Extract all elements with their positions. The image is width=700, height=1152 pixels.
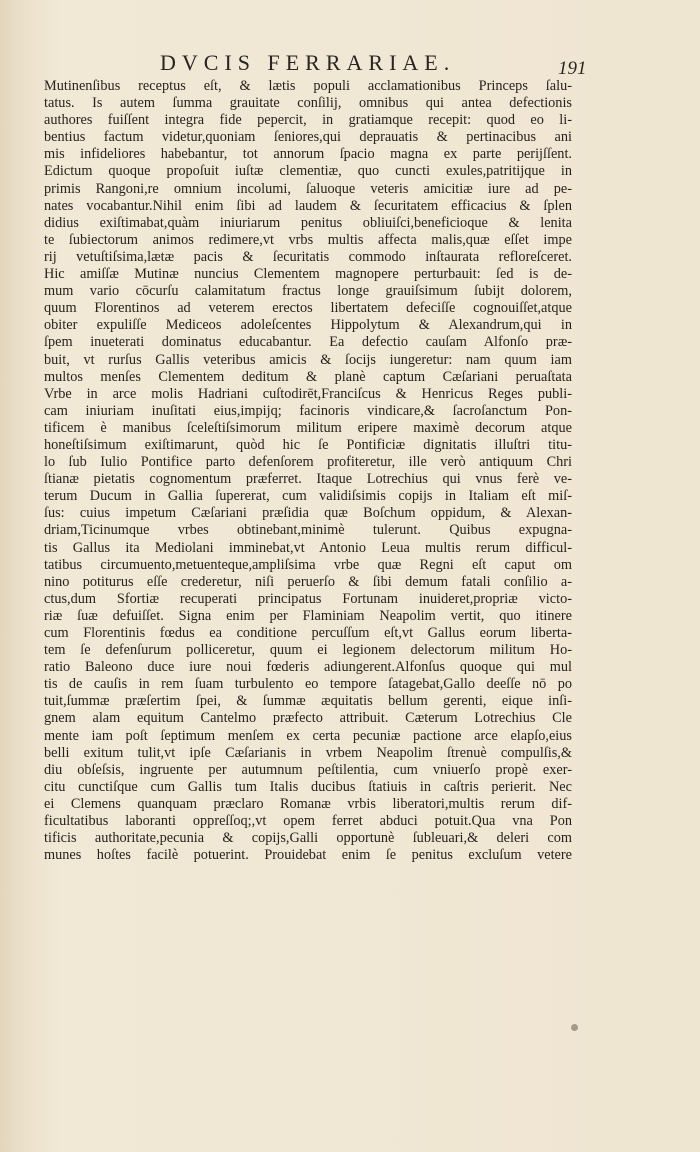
text-line: te ſubiectorum animos redimere,vt vrbs multis affecta malis,quæ eſſet impe bbox=[44, 231, 572, 248]
text-line: tis de cauſis in rem ſuam turbulento eo tempore ſatagebat,Gallo deeſſe nō po bbox=[44, 676, 572, 693]
body-text bbox=[44, 78, 572, 864]
text-line: ratio Baleono duce iure noui fœderis adiungerent.Alfonſus quoque qui mul bbox=[44, 659, 572, 676]
text-line: ſus: cuius impetum Cæſariani præſidia quæ Boſchum oppidum, & Alexan- bbox=[44, 505, 572, 522]
text-line: tuit,ſummæ præſertim ſpei, & ſummæ æquitatis bellum gerenti, eique inſi- bbox=[44, 693, 572, 710]
text-line: driam,Ticinumque vrbes obtinebant,minimè tulerunt. Quibus expugna- bbox=[44, 522, 572, 539]
text-line: nino potiturus eſſe crederetur, niſi peruerſo & ſibi demum fatali conſilio a- bbox=[44, 573, 572, 590]
text-line: nates vocabantur.Nihil enim ſibi ad laudem & ſecuritatem efficacius & ſplen bbox=[44, 197, 572, 214]
text-line: quum Florentinos ad veterem erectos libertatem defeciſſe cognouiſſet,atque bbox=[44, 300, 572, 317]
text-line: Hic amiſſæ Mutinæ nuncius Clementem magnopere perturbauit: ſed is de- bbox=[44, 266, 572, 283]
text-line: rij vetuſtiſsima,lætæ pacis & ſecuritatis commodo inſtaurata refloreſceret. bbox=[44, 248, 572, 265]
text-line: gnem alam equitum Cantelmo præfecto attribuit. Cæterum Lotrechius Cle bbox=[44, 710, 572, 727]
text-line: tificis authoritate,pecunia & copijs,Galli opportunè ſubleuari,& deleri com bbox=[44, 830, 572, 847]
text-line: tatibus circumuento,metuenteque,ampliſsima vrbe quæ Regni eſt caput om bbox=[44, 556, 572, 573]
text-line: ctus,dum Sfortiæ recuperati principatus Fortunam inuideret,propriæ victo- bbox=[44, 590, 572, 607]
text-line: munes hoſtes facilè potuerint. Prouidebat enim ſe penitus excluſum vetere bbox=[44, 847, 572, 864]
text-line: primis Rangoni,re omnium incolumi, ſaluoque veteris amicitiæ iure ad pe- bbox=[44, 180, 572, 197]
text-line: Edictum quoque propoſuit iuſtæ clementiæ, quo cuncti exules,patritijque in bbox=[44, 163, 572, 180]
text-line: tatus. Is autem ſumma grauitate conſilij, omnibus qui antea defectionis bbox=[44, 95, 572, 112]
text-line: tis Gallus ita Mediolani imminebat,vt Antonio Leua multis rerum difficul- bbox=[44, 539, 572, 556]
running-head: DVCIS FERRARIAE. bbox=[160, 50, 456, 75]
page-number: 191 bbox=[558, 58, 587, 79]
text-line: Vrbe in arce molis Hadriani cuſtodirēt,Franciſcus & Henricus Reges publi- bbox=[44, 385, 572, 402]
text-line: ficultatibus laboranti oppreſſoq;,vt opem ferret abduci potuit.Qua vna Pon bbox=[44, 813, 572, 830]
text-line: mis infideliores habebantur, tot annorum ſpacio magna ex parte perijſſent. bbox=[44, 146, 572, 163]
text-line: riæ ſuæ defuiſſet. Signa enim per Flaminiam Neapolim vertit, quo itinere bbox=[44, 607, 572, 624]
text-line: buit, vt rurſus Gallis veteribus amicis & ſocijs iungeretur: nam quum iam bbox=[44, 351, 572, 368]
text-line: tificem è manibus ſceleſtiſsimorum militum eripere maximè decorum atque bbox=[44, 419, 572, 436]
text-line: ei Clemens quanquam præclaro Romanæ vrbis liberatori,multis rerum dif- bbox=[44, 795, 572, 812]
text-line: diu obſeſsis, ingruente per autumnum peſtilentia, cum vniuerſo propè exer- bbox=[44, 761, 572, 778]
text-line: citu cunctiſque cum Gallis tum Italis ducibus ſtatiuis in caſtris perierit. Nec bbox=[44, 778, 572, 795]
text-line: tem ſe defenſurum polliceretur, quum ei legionem delectorum militum Ho- bbox=[44, 642, 572, 659]
text-line: cum Florentinis fœdus ea conditione percuſſum eſt,vt Gallus eorum liberta- bbox=[44, 625, 572, 641]
text-line: didius exiſtimabat,quàm iniuriarum penitus obliuiſci,beneficioque & lenita bbox=[44, 214, 572, 231]
text-line: authores fuiſſent integra fide pepercit, in gratiamque recepit: quod eo li- bbox=[44, 112, 572, 129]
text-line: terum Ducum in Gallia ſupererat, cum validiſsimis copijs in Italiam eſt miſ- bbox=[44, 488, 572, 505]
text-line: honeſtiſsimum exiſtimarunt, quòd hic ſe Pontificiæ dignitatis illuſtri titu- bbox=[44, 436, 572, 453]
text-line: lo ſub Iulio Pontifice parto defenſorem profiteretur, ille verò antiquum Chri bbox=[44, 454, 572, 471]
text-line: Mutinenſibus receptus eſt, & lætis populi acclamationibus Princeps ſalu- bbox=[44, 78, 572, 94]
text-line: obiter expuliſſe Mediceos adoleſcentes Hippolytum & Alexandrum,qui in bbox=[44, 317, 572, 334]
text-line: bentius factum videtur,quoniam ſeniores,qui deprauatis & pertinacibus ani bbox=[44, 129, 572, 146]
text-line: belli exitum tulit,vt ipſe Cæſarianis in vrbem Neapolim ſtrenuè compulſis,& bbox=[44, 744, 572, 761]
text-line: multos menſes Clementem deditum & planè captum Cæſariani peruaſtata bbox=[44, 368, 572, 385]
text-line: ſpem inueterati dominatus educabantur. Ea defectio cauſam Alfonſo præ- bbox=[44, 334, 572, 351]
paper-spot bbox=[571, 1024, 578, 1031]
text-line: ſtianæ pietatis cognomentum præferret. Itaque Lotrechius qui vnus ferè ve- bbox=[44, 471, 572, 488]
text-line: mum vario cōcurſu calamitatum fractus longe grauiſsimum ſubijt dolorem, bbox=[44, 283, 572, 300]
text-line: cam iniuriam inuſitati eius,impijq; facinoris vindicare,& ſacroſanctum Pon- bbox=[44, 402, 572, 419]
text-line: mente iam poſt ſeptimum menſem ex certa pecuniæ pactione arce elapſo,eius bbox=[44, 727, 572, 744]
